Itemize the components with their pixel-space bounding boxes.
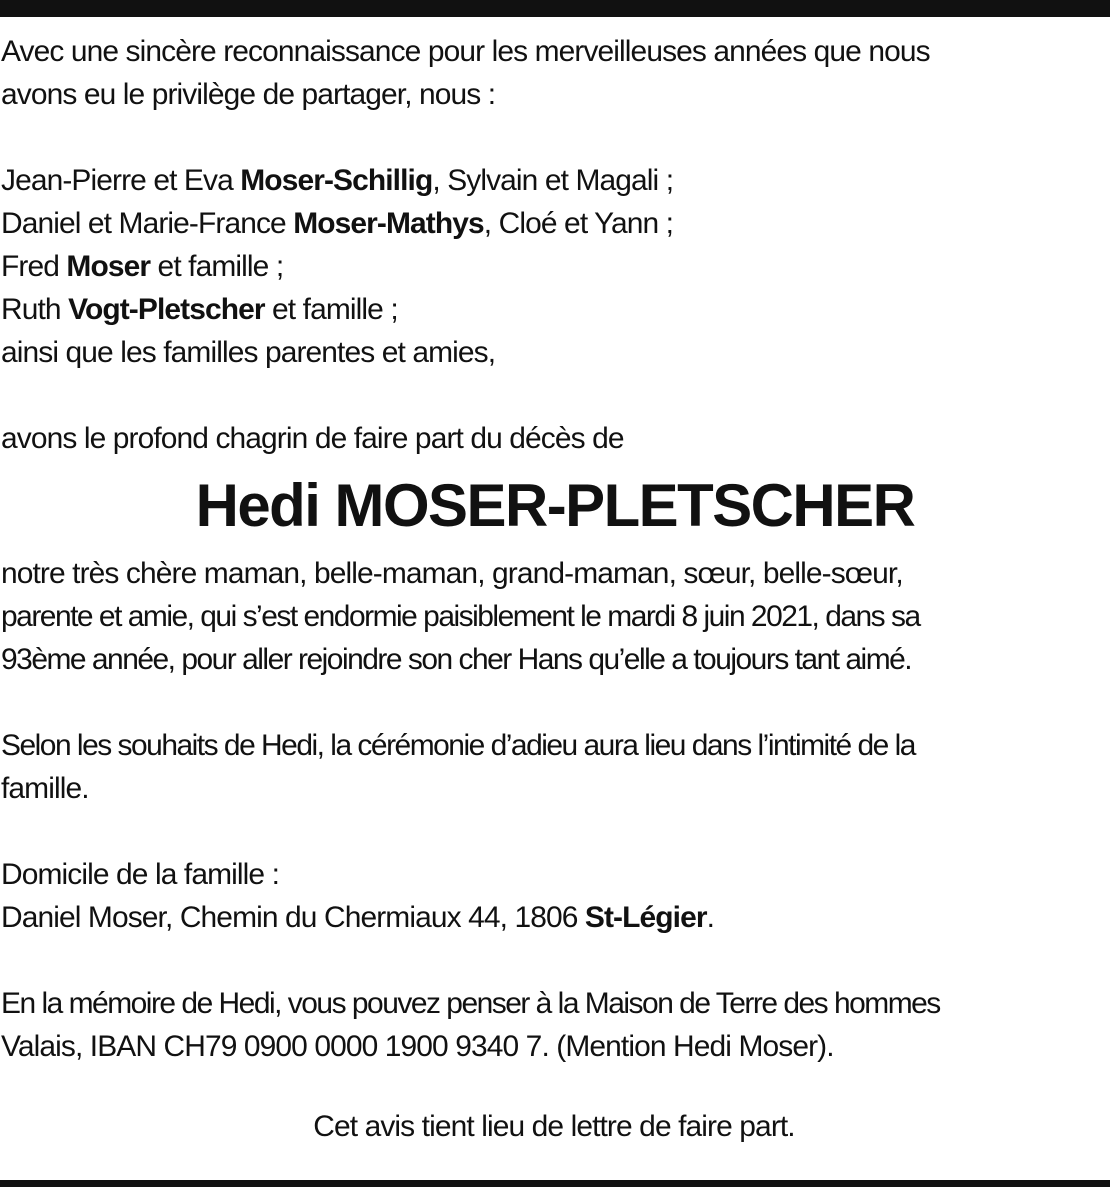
address-end: . (706, 901, 715, 934)
domicile-address (1, 896, 1107, 939)
family-line (1, 159, 1107, 202)
family-surname: Vogt-Pletscher (68, 293, 265, 326)
address-text: Daniel Moser, Chemin du Chermiaux 44, 1806 (1, 901, 585, 934)
address-town: St-Légier (584, 901, 707, 934)
family-line (1, 288, 1107, 331)
family-surname: Moser-Mathys (293, 207, 484, 240)
family-line-pre: Daniel et Marie-France (1, 207, 294, 240)
family-surname: Moser-Schillig (240, 164, 433, 197)
obituary-notice (1, 30, 1109, 1148)
family-line-pre: Jean-Pierre et Eva (1, 164, 241, 197)
domicile-label: Domicile de la famille : (1, 858, 280, 891)
family-line-post: , Sylvain et Magali ; (432, 164, 674, 197)
family-line (1, 245, 1107, 288)
intro-line: avons eu le privilège de partager, nous : (1, 78, 496, 111)
memory-line: Valais, IBAN CH79 0900 0000 1900 9340 7. (Mention Hedi Moser). (1, 1030, 834, 1063)
deceased-name: Hedi MOSER-PLETSCHER (195, 472, 915, 539)
announcement: avons le profond chagrin de faire part du décès de (1, 422, 624, 455)
family-line-post: et famille ; (150, 250, 284, 283)
family-surname: Moser (66, 250, 151, 283)
family-line-pre: Ruth (1, 293, 69, 326)
description-line: 93ème année, pour aller rejoindre son cher Hans qu’elle a toujours tant aimé. (1, 643, 912, 676)
intro-line: Avec une sincère reconnaissance pour les merveilleuses années que nous (1, 35, 930, 68)
family-line-pre: Fred (1, 250, 67, 283)
footer-note: Cet avis tient lieu de lettre de faire part. (313, 1110, 795, 1143)
family-line-post: , Cloé et Yann ; (483, 207, 674, 240)
family-closing: ainsi que les familles parentes et amies, (1, 336, 496, 369)
ceremony-line: Selon les souhaits de Hedi, la cérémonie d’adieu aura lieu dans l’intimité de la (1, 729, 915, 762)
top-rule (0, 0, 1110, 17)
description-line: parente et amie, qui s’est endormie paisiblement le mardi 8 juin 2021, dans sa (1, 600, 920, 633)
memory-line: En la mémoire de Hedi, vous pouvez penser à la Maison de Terre des hommes (1, 987, 940, 1020)
description-line: notre très chère maman, belle-maman, grand-maman, sœur, belle-sœur, (1, 557, 903, 590)
family-line-post: et famille ; (264, 293, 398, 326)
family-line (1, 202, 1107, 245)
bottom-rule (0, 1180, 1110, 1187)
ceremony-line: famille. (1, 772, 89, 805)
